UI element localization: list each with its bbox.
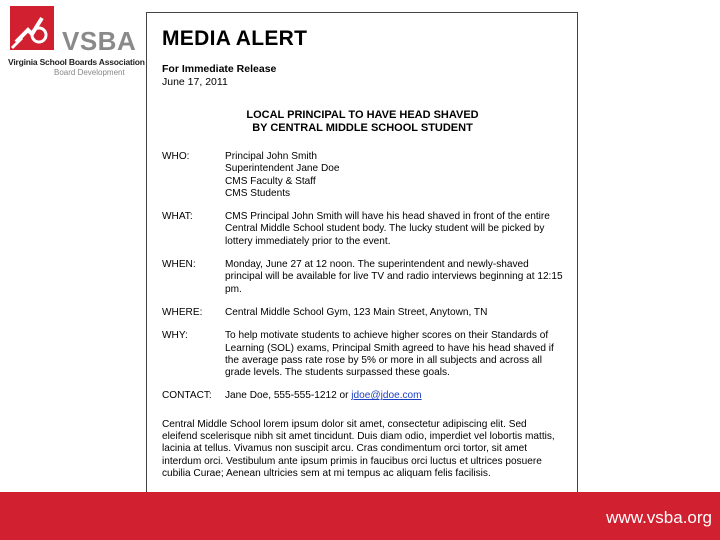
media-alert-document [146,12,578,508]
contact-row [162,390,563,402]
who-item: Principal John Smith [225,151,318,162]
contact-name: Jane Doe, 555-555-1212 or [225,390,349,402]
what-label: WHAT: [162,211,193,223]
footer-band [0,492,720,540]
where-label: WHERE: [162,306,203,318]
what-text: CMS Principal John Smith will have his head shaved in front of the entire Central Middle School student body. The lucky student will be picked by lottery immediately prior to the event. [225,211,550,247]
where-text: Central Middle School Gym, 123 Main Street, Anytown, TN [225,306,488,318]
logo-full-name: Virginia School Boards Association [8,57,145,67]
when-row [162,259,563,296]
who-row [162,151,563,200]
when-label: WHEN: [162,259,196,271]
who-list [225,151,563,200]
body-paragraph: Central Middle School lorem ipsum dolor sit amet, consectetur adipiscing elit. Sed eleifend scelerisque nibh sit amet tincidunt. Duis diam odio, imperdiet vel lobortis mattis, lacinia at tellus. Vivamus non suscipit arcu. Cras condimentum orci tortor, sit amet interdum orci. Vestibulum ante ipsum primis in faucibus orci luctus et ultrices posuere cubilia Curae; Aenean ultricies sem at mi tempus ac aliquam felis facilisis. [162,418,555,479]
doc-title: MEDIA ALERT [162,27,308,50]
who-item: CMS Students [225,187,291,199]
why-text: To help motivate students to achieve higher scores on their Standards of Learning (SOL) exams, Principal Smith agreed to have his head shaved if the average pass rate rose by 5% or more in all subjects and across all grade levels. The students surpassed these goals. [225,330,554,379]
when-text: Monday, June 27 at 12 noon. The superintendent and newly-shaved principal will be available for live TV and radio interviews beginning at 12:15 pm. [225,259,563,295]
logo-acronym: VSBA [62,26,137,56]
contact-label: CONTACT: [162,390,212,402]
what-row [162,211,563,248]
who-label: WHO: [162,151,190,162]
why-row [162,330,563,379]
where-row [162,307,563,319]
who-item: Superintendent Jane Doe [225,163,340,175]
headline-line-2: BY CENTRAL MIDDLE SCHOOL STUDENT [252,122,473,134]
release-line: For Immediate Release [162,63,277,75]
footer-url[interactable]: www.vsba.org [606,508,712,527]
contact-email-link[interactable]: jdoe@jdoe.com [351,390,422,402]
vsba-emblem-icon [8,4,56,52]
contact-info [225,390,563,402]
why-label: WHY: [162,330,188,342]
release-date: June 17, 2011 [162,76,228,88]
headline-line-1: LOCAL PRINCIPAL TO HAVE HEAD SHAVED [246,109,479,121]
headline [162,109,563,135]
vsba-logo [8,4,145,77]
who-item: CMS Faculty & Staff [225,175,316,187]
logo-subtitle: Board Development [54,68,125,77]
